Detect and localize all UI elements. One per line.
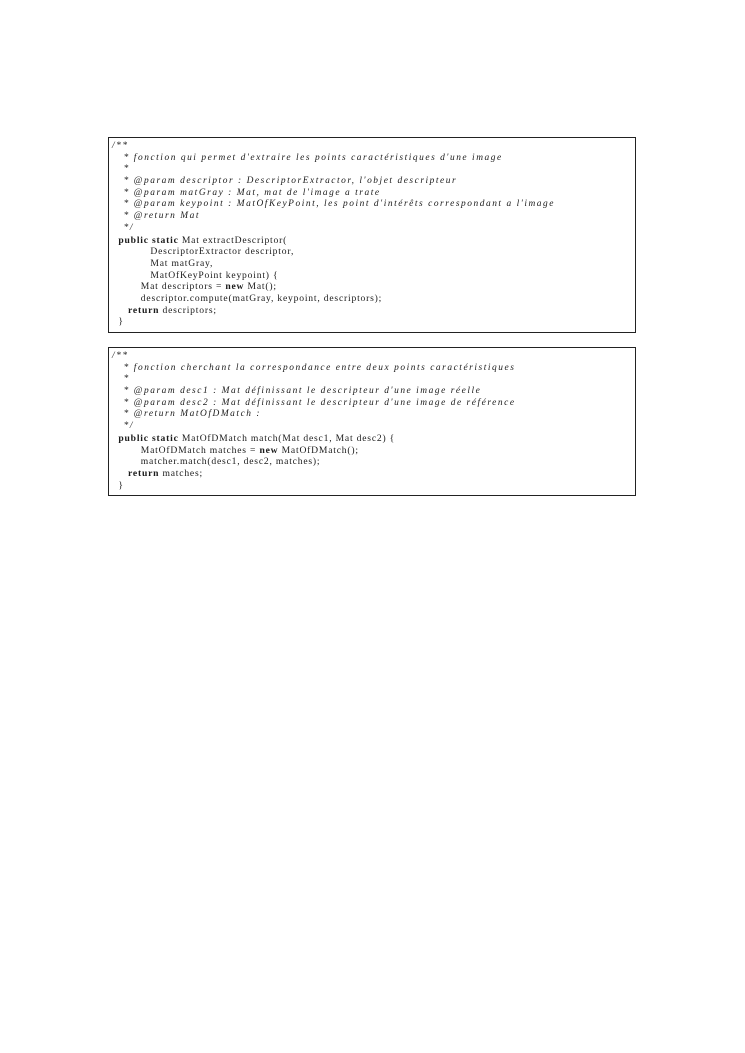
indent bbox=[112, 456, 141, 467]
code-line bbox=[112, 246, 635, 258]
comment-line: * @param keypoint : MatOfKeyPoint, les point d'intérêts correspondant a l'image bbox=[112, 199, 555, 210]
code-line bbox=[112, 305, 635, 317]
code-token: Mat extractDescriptor( bbox=[178, 234, 288, 246]
keyword: new bbox=[259, 444, 279, 456]
comment-line: * fonction cherchant la correspondance entre deux points caractéristiques bbox=[112, 362, 516, 373]
code-token: MatOfDMatch match(Mat desc1, Mat desc2) { bbox=[178, 432, 396, 444]
comment-line: /** bbox=[112, 141, 129, 151]
code-line bbox=[112, 445, 635, 457]
comment-line: * bbox=[112, 374, 130, 385]
comment-line: */ bbox=[112, 421, 135, 432]
code-token: matches; bbox=[159, 467, 203, 479]
keyword: new bbox=[225, 281, 245, 293]
indent bbox=[112, 270, 150, 281]
code-token: descriptors; bbox=[159, 304, 217, 316]
comment-line: /** bbox=[112, 351, 129, 361]
code-line bbox=[112, 293, 635, 305]
code-line bbox=[112, 235, 635, 247]
code-token: Mat descriptors = bbox=[140, 281, 226, 293]
code-line bbox=[112, 316, 635, 328]
code-line bbox=[112, 480, 635, 492]
comment-line: * bbox=[112, 164, 130, 175]
code-token: } bbox=[118, 316, 124, 328]
code-token: MatOfKeyPoint keypoint) { bbox=[150, 269, 279, 281]
code-token: MatOfDMatch matches = bbox=[140, 444, 260, 456]
keyword: return bbox=[128, 467, 160, 479]
code-line bbox=[112, 433, 635, 445]
code-token: Mat matGray, bbox=[150, 257, 214, 269]
comment-line: * @param desc1 : Mat définissant le descripteur d'une image réelle bbox=[112, 386, 482, 397]
keyword: public static bbox=[118, 432, 179, 444]
code-token: matcher.match(desc1, desc2, matches); bbox=[140, 456, 321, 468]
code-token: } bbox=[118, 479, 124, 491]
code-token: Mat(); bbox=[244, 281, 277, 293]
code-line bbox=[112, 258, 635, 270]
indent bbox=[112, 468, 128, 479]
comment-line: */ bbox=[112, 222, 135, 233]
code-token: MatOfDMatch(); bbox=[278, 444, 359, 456]
code-listing-extract-descriptor bbox=[108, 137, 636, 333]
code-line bbox=[112, 468, 635, 480]
comment-line: * fonction qui permet d'extraire les points caractéristiques d'une image bbox=[112, 152, 503, 163]
indent bbox=[112, 293, 141, 304]
comment-line: * @return Mat bbox=[112, 211, 201, 222]
indent bbox=[112, 246, 150, 257]
code-listing-match bbox=[108, 347, 636, 496]
indent bbox=[112, 281, 141, 292]
code-line bbox=[112, 270, 635, 282]
comment-line: * @param descriptor : DescriptorExtractor, l'objet descripteur bbox=[112, 176, 458, 187]
indent bbox=[112, 445, 141, 456]
keyword: return bbox=[128, 304, 160, 316]
indent bbox=[112, 305, 128, 316]
code-line bbox=[112, 456, 635, 468]
keyword: public static bbox=[118, 234, 179, 246]
comment-line: * @param desc2 : Mat définissant le descripteur d'une image de référence bbox=[112, 397, 516, 408]
code-token: DescriptorExtractor descriptor, bbox=[150, 246, 295, 258]
indent bbox=[112, 258, 150, 269]
code-line bbox=[112, 281, 635, 293]
code-token: descriptor.compute(matGray, keypoint, descriptors); bbox=[140, 292, 383, 304]
comment-line: * @param matGray : Mat, mat de l'image a trate bbox=[112, 187, 381, 198]
comment-line: * @return MatOfDMatch : bbox=[112, 409, 262, 420]
